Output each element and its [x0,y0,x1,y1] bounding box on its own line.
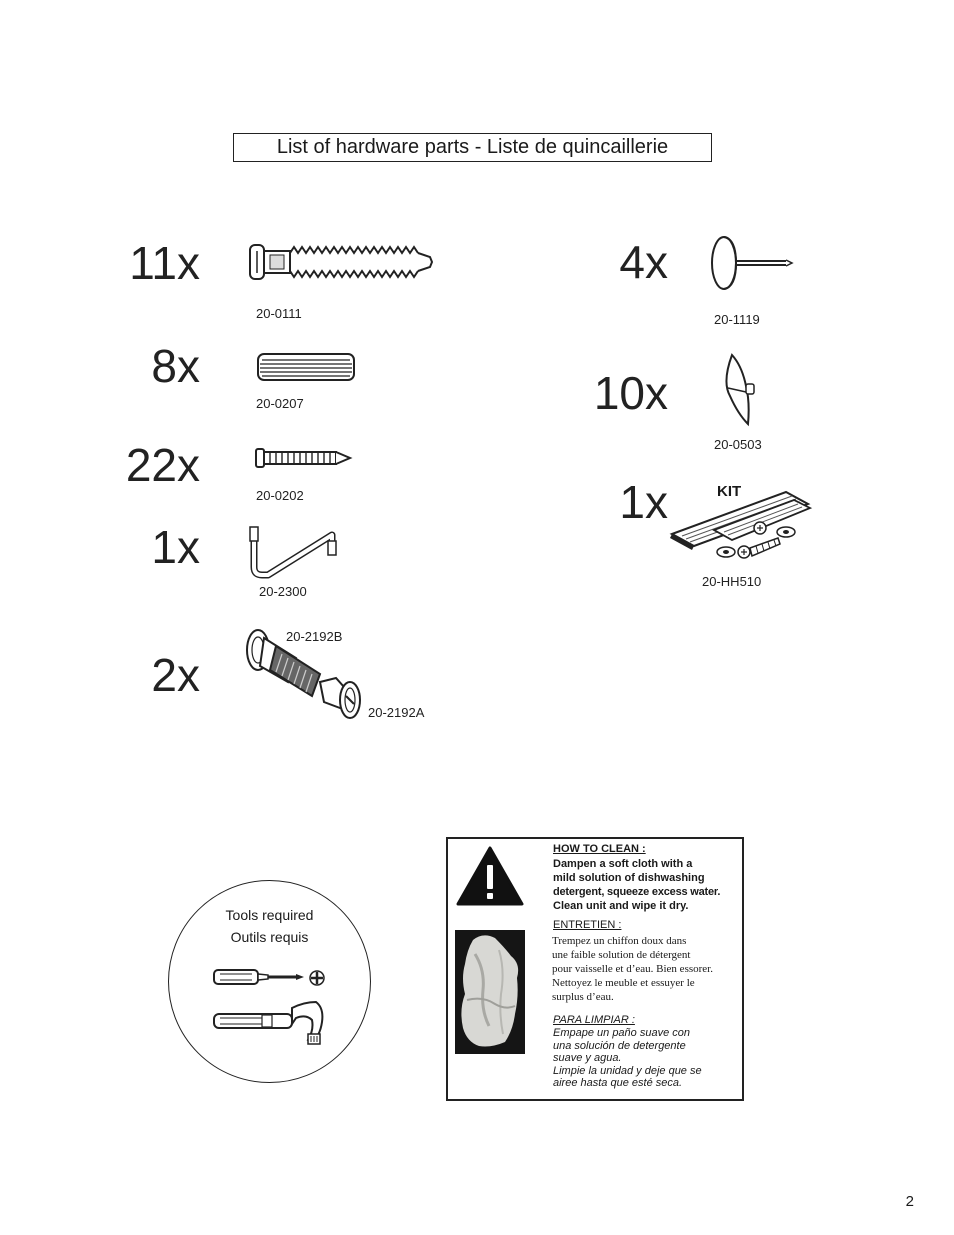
clean-en-line: Clean unit and wipe it dry. [553,900,689,912]
part-code: 20-0202 [256,488,304,503]
allen-key-icon [246,521,346,581]
tools-title-en: Tools required [225,907,314,923]
part-code: 20-0503 [714,437,762,452]
clean-fr-line: Nettoyez le meuble et essuyer le [552,977,695,989]
cam-bolt-icon [248,243,438,283]
tools-title-fr: Outils requis [230,929,309,945]
clean-en-line: Dampen a soft cloth with a [553,858,693,870]
clean-es-heading: PARA LIMPIAR : [553,1014,635,1026]
hammer-icon [212,996,337,1046]
clean-es-text [553,1027,702,1090]
clean-en-line: mild solution of dishwashing [553,872,705,884]
clean-fr-heading: ENTRETIEN : [553,919,622,931]
part-code: 20-0111 [256,306,302,321]
page-number: 2 [905,1193,914,1210]
qty-20-2300: 1x [151,521,200,573]
part-code: 20-1119 [714,312,760,327]
qty-20-0111: 11x [129,237,200,289]
qty-20-0202: 22x [125,439,200,491]
connector-bolt-icon [240,624,380,724]
wall-anchor-kit-icon [668,486,816,568]
clean-en-text [553,857,720,913]
clean-fr-line: surplus d’eau. [552,991,614,1003]
part-code-b: 20-2192B [286,629,343,644]
clean-es-line: suave y agua. [553,1052,622,1064]
clean-fr-line: une faible solution de détergent [552,949,691,961]
part-code: 20-2300 [259,584,307,599]
clean-fr-line: Trempez un chiffon doux dans [552,935,687,947]
clean-fr-line: pour vaisselle et d’eau. Bien essorer. [552,963,713,975]
clean-en-line: detergent, squeeze excess water. [553,886,721,898]
qty-20-0503: 10x [593,367,668,419]
clean-fr-text [552,934,713,1004]
qty-20-0207: 8x [151,340,200,392]
clean-es-line: Limpie la unidad y deje que se [553,1064,702,1077]
qty-20-HH510: 1x [619,476,668,528]
cloth-icon [455,930,525,1054]
page-title: List of hardware parts - Liste de quincaillerie [233,133,712,162]
qty-20-1119: 4x [619,236,668,288]
nail-glide-icon [710,234,795,294]
clean-en-heading: HOW TO CLEAN : [553,843,646,855]
part-code: 20-HH510 [702,574,762,589]
warning-icon [455,845,525,907]
qty-20-2192: 2x [151,649,200,701]
screwdriver-icon [212,966,312,990]
clean-es-line: una solución de detergente [553,1039,686,1052]
part-code: 20-0207 [256,396,304,411]
shelf-pin-icon [718,352,763,427]
part-code-a: 20-2192A [368,705,425,720]
clean-es-line: airee hasta que esté seca. [553,1077,683,1089]
screw-icon [254,447,354,471]
phillips-head-icon [308,969,326,987]
wood-dowel-icon [256,352,361,384]
clean-es-line: Empape un paño suave con [553,1027,690,1039]
kit-label: KIT [717,483,742,500]
